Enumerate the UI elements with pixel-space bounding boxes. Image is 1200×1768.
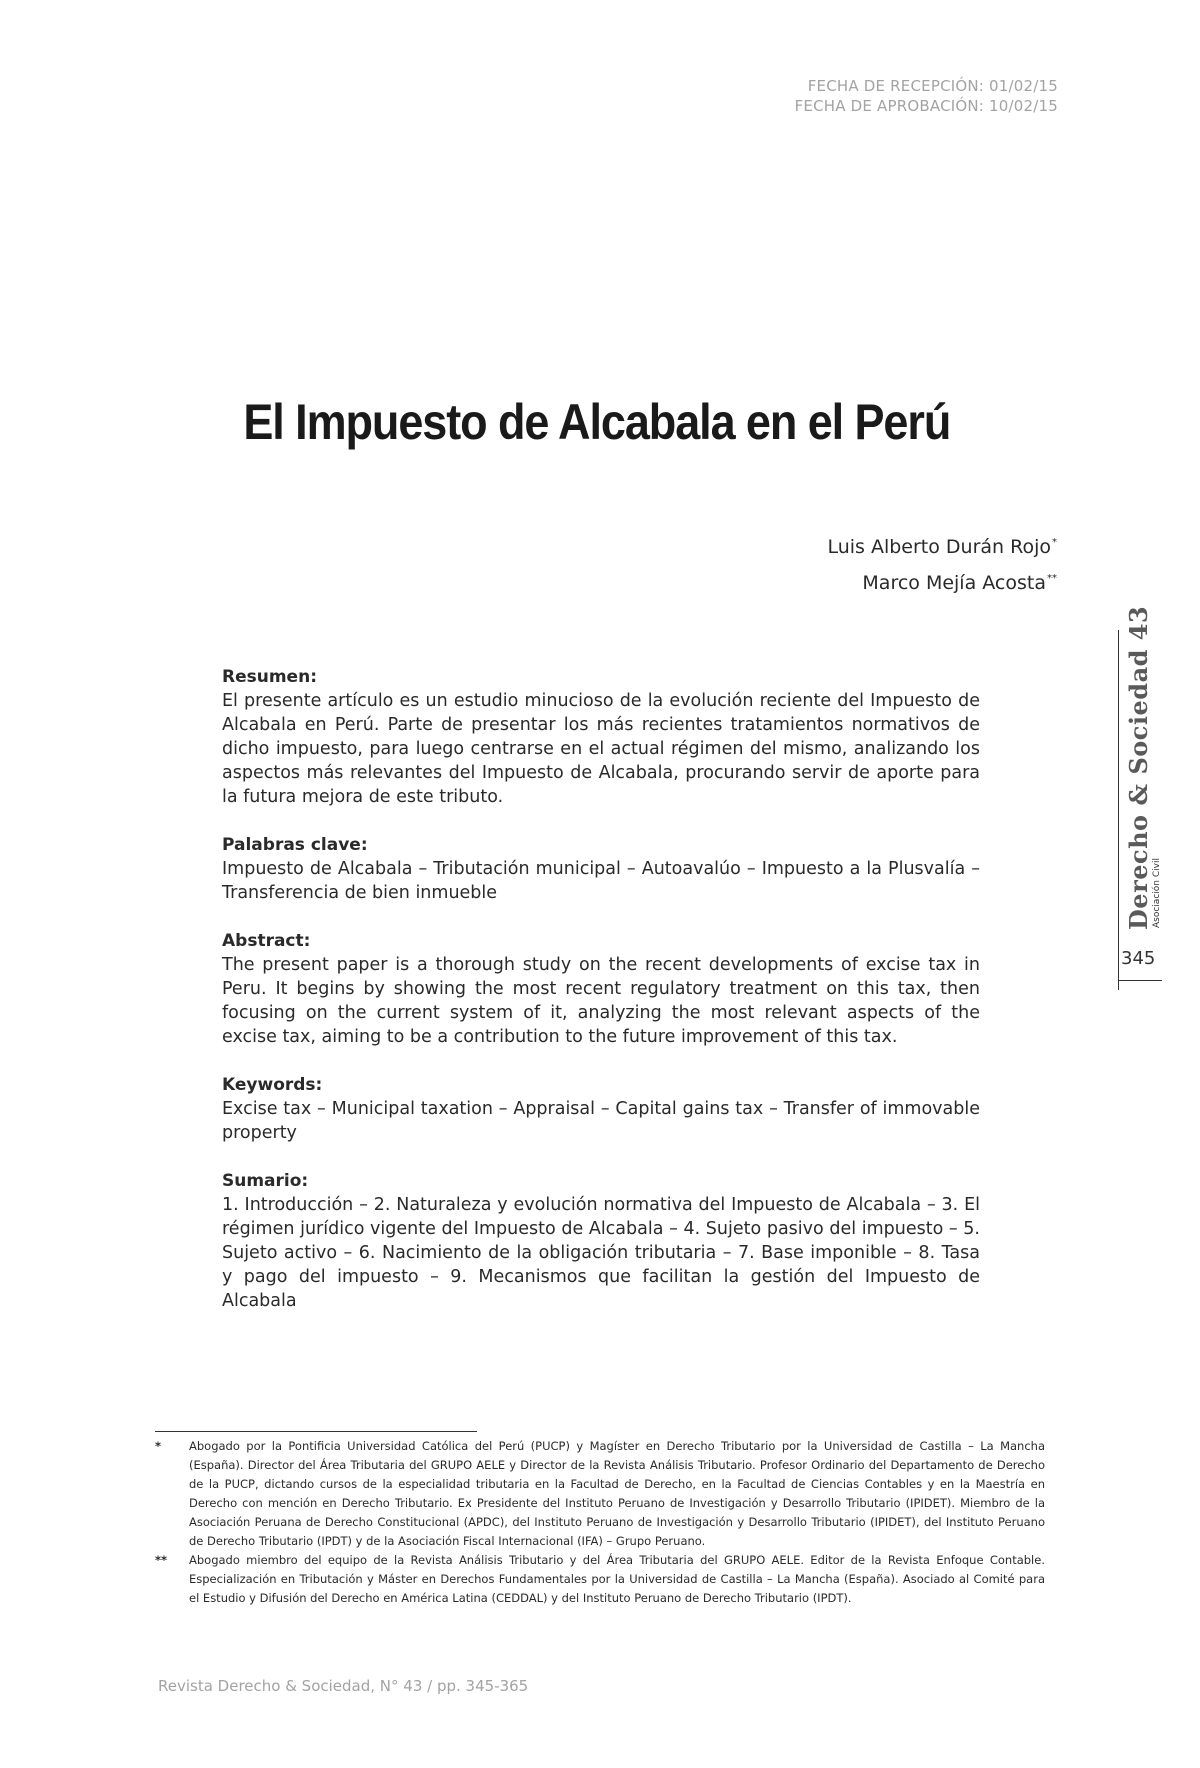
section-abstract — [222, 929, 980, 1049]
section-heading: Sumario: — [222, 1171, 309, 1191]
footnote-text: Abogado miembro del equipo de la Revista Análisis Tributario y del Área Tributaria del GRUPO AELE. Editor de la Revista Enfoque Contable. Especialización en Tributación y Máster en Derechos Fundamentales por la Universidad de Castilla – La Mancha (España). Asociado al Comité para el Estudio y Difusión del Derecho en América Latina (CEDDAL) y del Instituto Peruano de Derecho Tributario (IPDT). — [189, 1553, 1045, 1605]
page-number-rule — [1118, 980, 1162, 981]
section-keywords — [222, 1073, 980, 1145]
journal-citation: Revista Derecho & Sociedad, N° 43 / pp. 345-365 — [158, 1677, 529, 1695]
page-number: 345 — [1121, 948, 1156, 969]
article-title: El Impuesto de Alcabala en el Perú — [243, 394, 951, 450]
footnotes — [155, 1437, 1045, 1608]
footnote — [155, 1437, 1045, 1551]
author-list — [827, 527, 1057, 599]
section-body: The present paper is a thorough study on the recent developments of excise tax in Peru. It begins by showing the most recent regulatory treatment on this tax, then focusing on the current system of it, analyzing the most relevant aspects of the excise tax, aiming to be a contribution to the future improvement of this tax. — [222, 955, 980, 1047]
section-body: 1. Introducción – 2. Naturaleza y evolución normativa del Impuesto de Alcabala – 3. El régimen jurídico vigente del Impuesto de Alcabala – 4. Sujeto pasivo del impuesto – 5. Sujeto activo – 6. Nacimiento de la obligación tributaria – 7. Base imponible – 8. Tasa y pago del impuesto – 9. Mecanismos que facilitan la gestión del Impuesto de Alcabala — [222, 1195, 980, 1311]
section-heading: Resumen: — [222, 667, 317, 687]
footnote-divider — [155, 1431, 477, 1432]
approval-date: FECHA DE APROBACIÓN: 10/02/15 — [794, 97, 1058, 115]
section-body: Excise tax – Municipal taxation – Appraisal – Capital gains tax – Transfer of immovable property — [222, 1099, 980, 1143]
footnote-text: Abogado por la Pontificia Universidad Católica del Perú (PUCP) y Magíster en Derecho Tributario por la Universidad de Castilla – La Mancha (España). Director del Área Tributaria del GRUPO AELE y Director de la Revista Análisis Tributario. Profesor Ordinario del Departamento de Derecho de la PUCP, dictando cursos de la especialidad tributaria en la Facultad de Derecho, en la Facultad de Ciencias Contables y en la Maestría en Derecho con mención en Derecho Tributario. Ex Presidente del Instituto Peruano de Investigación y Desarrollo Tributario (IPIDET). Miembro de la Asociación Peruana de Derecho Constitucional (APDC), del Instituto Peruano de Investigación y Desarrollo Tributario (IPIDET), del Instituto Peruano de Derecho Tributario (IPDT) y de la Asociación Fiscal Internacional (IFA) – Grupo Peruano. — [189, 1439, 1045, 1548]
section-heading: Abstract: — [222, 931, 311, 951]
section-body: Impuesto de Alcabala – Tributación municipal – Autoavalúo – Impuesto a la Plusvalía – Transferencia de bien inmueble — [222, 859, 980, 903]
footnote-mark: * — [155, 1439, 162, 1453]
side-divider — [1118, 630, 1119, 990]
author-1-footnote-mark: * — [1052, 537, 1057, 548]
section-heading: Palabras clave: — [222, 835, 368, 855]
footnote — [155, 1551, 1045, 1608]
section-sumario — [222, 1169, 980, 1313]
journal-subtitle: Asociación Civil — [1152, 858, 1162, 928]
author-1: Luis Alberto Durán Rojo* — [827, 536, 1057, 558]
article-front-matter — [222, 665, 980, 1337]
reception-date: FECHA DE RECEPCIÓN: 01/02/15 — [807, 77, 1058, 95]
footnote-mark: ** — [155, 1553, 168, 1567]
article-dates — [795, 76, 1058, 116]
journal-name: Derecho & Sociedad 43 — [1124, 605, 1153, 930]
section-heading: Keywords: — [222, 1075, 323, 1095]
journal-side-banner — [1118, 605, 1178, 990]
section-resumen — [222, 665, 980, 809]
section-palabras-clave — [222, 833, 980, 905]
section-body: El presente artículo es un estudio minucioso de la evolución reciente del Impuesto de Alcabala en Perú. Parte de presentar los más recientes tratamientos normativos de dicho impuesto, para luego centrarse en el actual régimen del mismo, analizando los aspectos más relevantes del Impuesto de Alcabala, procurando servir de aporte para la futura mejora de este tributo. — [222, 691, 980, 807]
author-2: Marco Mejía Acosta** — [862, 572, 1057, 594]
author-2-footnote-mark: ** — [1047, 573, 1057, 584]
